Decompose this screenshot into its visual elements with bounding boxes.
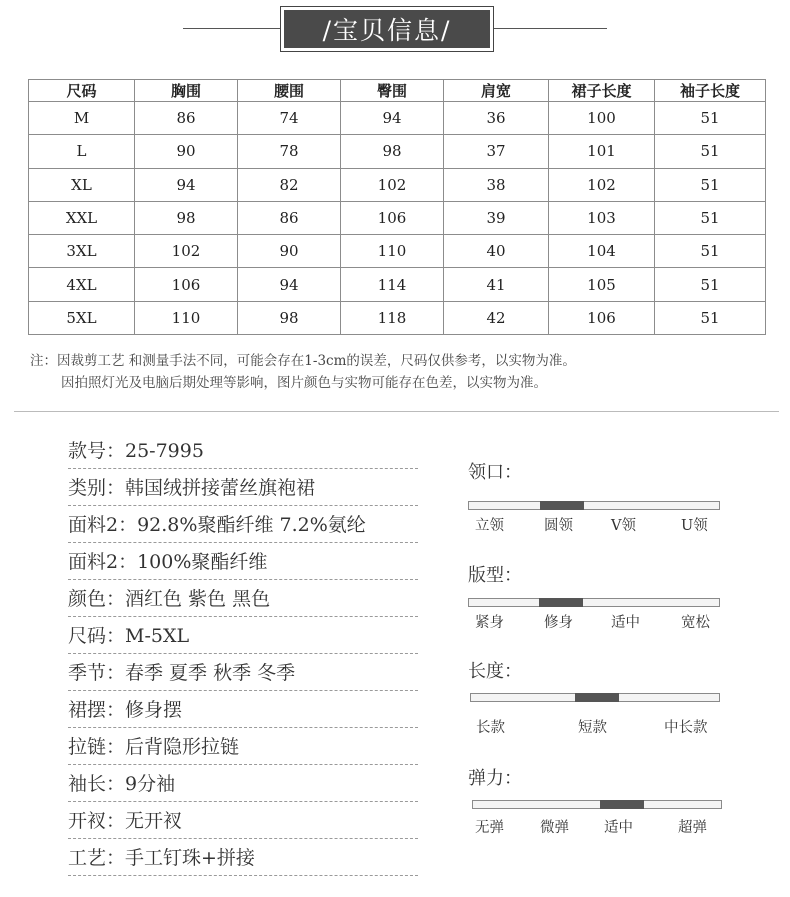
- gauge-option-elasticity-1: 微弹: [540, 820, 569, 836]
- gauge-indicator-fit: [539, 598, 583, 607]
- header-line-right: [494, 28, 607, 29]
- size-table-header: [29, 80, 766, 102]
- table-cell: 106: [135, 268, 238, 301]
- table-cell: 39: [444, 201, 549, 234]
- table-cell: 114: [341, 268, 444, 301]
- table-cell: 41: [444, 268, 549, 301]
- table-cell: 118: [341, 301, 444, 334]
- table-cell: 94: [238, 268, 341, 301]
- table-cell: 103: [549, 201, 655, 234]
- spec-item-zipper: 拉链：后背隐形拉链: [68, 729, 418, 765]
- table-row: [29, 135, 766, 168]
- gauge-title-fit: 版型：: [468, 565, 522, 586]
- table-cell: 51: [655, 235, 766, 268]
- section-divider: [14, 411, 779, 412]
- gauge-option-elasticity-2: 适中: [604, 820, 633, 836]
- spec-item-season: 季节：春季 夏季 秋季 冬季: [68, 655, 418, 691]
- notes: [30, 350, 576, 394]
- table-cell: XL: [29, 168, 135, 201]
- table-cell: 86: [238, 201, 341, 234]
- table-cell: 37: [444, 135, 549, 168]
- table-cell: 110: [135, 301, 238, 334]
- gauge-option-neckline-1: 圆领: [544, 518, 573, 534]
- col-header-skirt-length: 裙子长度: [549, 80, 655, 102]
- spec-item-category: 类别：韩国绒拼接蕾丝旗袍裙: [68, 470, 418, 506]
- gauge-option-elasticity-0: 无弹: [475, 820, 504, 836]
- table-cell: 51: [655, 301, 766, 334]
- table-cell: 100: [549, 102, 655, 135]
- gauge-indicator-elasticity: [600, 800, 644, 809]
- gauge-indicator-length: [575, 693, 619, 702]
- col-header-waist: 腰围: [238, 80, 341, 102]
- table-cell: 74: [238, 102, 341, 135]
- table-row: [29, 301, 766, 334]
- gauge-title-elasticity: 弹力：: [468, 768, 522, 789]
- gauge-title-neckline: 领口：: [468, 462, 522, 483]
- table-cell: 51: [655, 268, 766, 301]
- gauge-option-fit-0: 紧身: [475, 615, 504, 631]
- spec-item-colors: 颜色：酒红色 紫色 黑色: [68, 581, 418, 617]
- table-cell: 94: [135, 168, 238, 201]
- table-cell: 86: [135, 102, 238, 135]
- table-cell: 104: [549, 235, 655, 268]
- gauge-bar-fit: [468, 598, 720, 607]
- spec-item-fabric-1: 面料2：92.8%聚酯纤维 7.2%氨纶: [68, 507, 418, 543]
- table-cell: 82: [238, 168, 341, 201]
- size-table: [28, 79, 766, 335]
- gauge-option-neckline-0: 立领: [475, 518, 504, 534]
- table-cell: 42: [444, 301, 549, 334]
- table-cell: 78: [238, 135, 341, 168]
- table-cell: 51: [655, 102, 766, 135]
- gauge-bar-elasticity: [472, 800, 722, 809]
- table-cell: 5XL: [29, 301, 135, 334]
- gauge-option-neckline-3: U领: [681, 518, 708, 534]
- note-line-1: 注：因裁剪工艺 和测量手法不同，可能会存在1-3cm的误差，尺码仅供参考，以实物为准。: [30, 353, 576, 369]
- note-line-2: 因拍照灯光及电脑后期处理等影响，图片颜色与实物可能存在色差，以实物为准。: [61, 375, 547, 391]
- table-cell: 98: [135, 201, 238, 234]
- table-row: [29, 268, 766, 301]
- spec-item-fabric-2: 面料2：100%聚酯纤维: [68, 544, 418, 580]
- gauge-option-length-2: 中长款: [664, 720, 708, 736]
- table-cell: 90: [238, 235, 341, 268]
- table-cell: 101: [549, 135, 655, 168]
- table-cell: 40: [444, 235, 549, 268]
- table-cell: L: [29, 135, 135, 168]
- section-title: /宝贝信息/: [284, 10, 490, 48]
- table-cell: 106: [341, 201, 444, 234]
- table-cell: 4XL: [29, 268, 135, 301]
- col-header-shoulder: 肩宽: [444, 80, 549, 102]
- table-cell: 3XL: [29, 235, 135, 268]
- spec-item-style-no: 款号：25-7995: [68, 433, 418, 469]
- table-cell: 98: [238, 301, 341, 334]
- table-cell: 90: [135, 135, 238, 168]
- table-cell: 110: [341, 235, 444, 268]
- table-cell: 38: [444, 168, 549, 201]
- section-header: [280, 6, 494, 52]
- col-header-sleeve-length: 袖子长度: [655, 80, 766, 102]
- table-cell: 102: [135, 235, 238, 268]
- table-cell: 51: [655, 135, 766, 168]
- table-cell: XXL: [29, 201, 135, 234]
- table-cell: 102: [341, 168, 444, 201]
- spec-item-slit: 开衩：无开衩: [68, 803, 418, 839]
- gauge-option-fit-2: 适中: [611, 615, 640, 631]
- gauge-option-length-0: 长款: [476, 720, 505, 736]
- gauge-title-length: 长度：: [468, 661, 522, 682]
- table-cell: 51: [655, 168, 766, 201]
- gauge-option-fit-1: 修身: [544, 615, 573, 631]
- spec-item-craft: 工艺：手工钉珠+拼接: [68, 840, 418, 876]
- table-cell: 36: [444, 102, 549, 135]
- col-header-hip: 臀围: [341, 80, 444, 102]
- spec-item-sizes: 尺码：M-5XL: [68, 618, 418, 654]
- table-cell: 98: [341, 135, 444, 168]
- gauge-bar-neckline: [468, 501, 720, 510]
- col-header-size: 尺码: [29, 80, 135, 102]
- table-row: [29, 102, 766, 135]
- gauge-option-elasticity-3: 超弹: [678, 820, 707, 836]
- gauge-indicator-neckline: [540, 501, 584, 510]
- table-cell: 51: [655, 201, 766, 234]
- table-cell: 94: [341, 102, 444, 135]
- table-cell: 106: [549, 301, 655, 334]
- table-row: [29, 168, 766, 201]
- spec-item-sleeve: 袖长：9分袖: [68, 766, 418, 802]
- gauge-bar-length: [470, 693, 720, 702]
- gauge-option-neckline-2: V领: [611, 518, 636, 534]
- table-cell: 102: [549, 168, 655, 201]
- col-header-bust: 胸围: [135, 80, 238, 102]
- table-cell: M: [29, 102, 135, 135]
- header-line-left: [183, 28, 280, 29]
- table-row: [29, 201, 766, 234]
- spec-item-hem: 裙摆：修身摆: [68, 692, 418, 728]
- table-row: [29, 235, 766, 268]
- table-cell: 105: [549, 268, 655, 301]
- gauge-option-length-1: 短款: [578, 720, 607, 736]
- gauge-option-fit-3: 宽松: [681, 615, 710, 631]
